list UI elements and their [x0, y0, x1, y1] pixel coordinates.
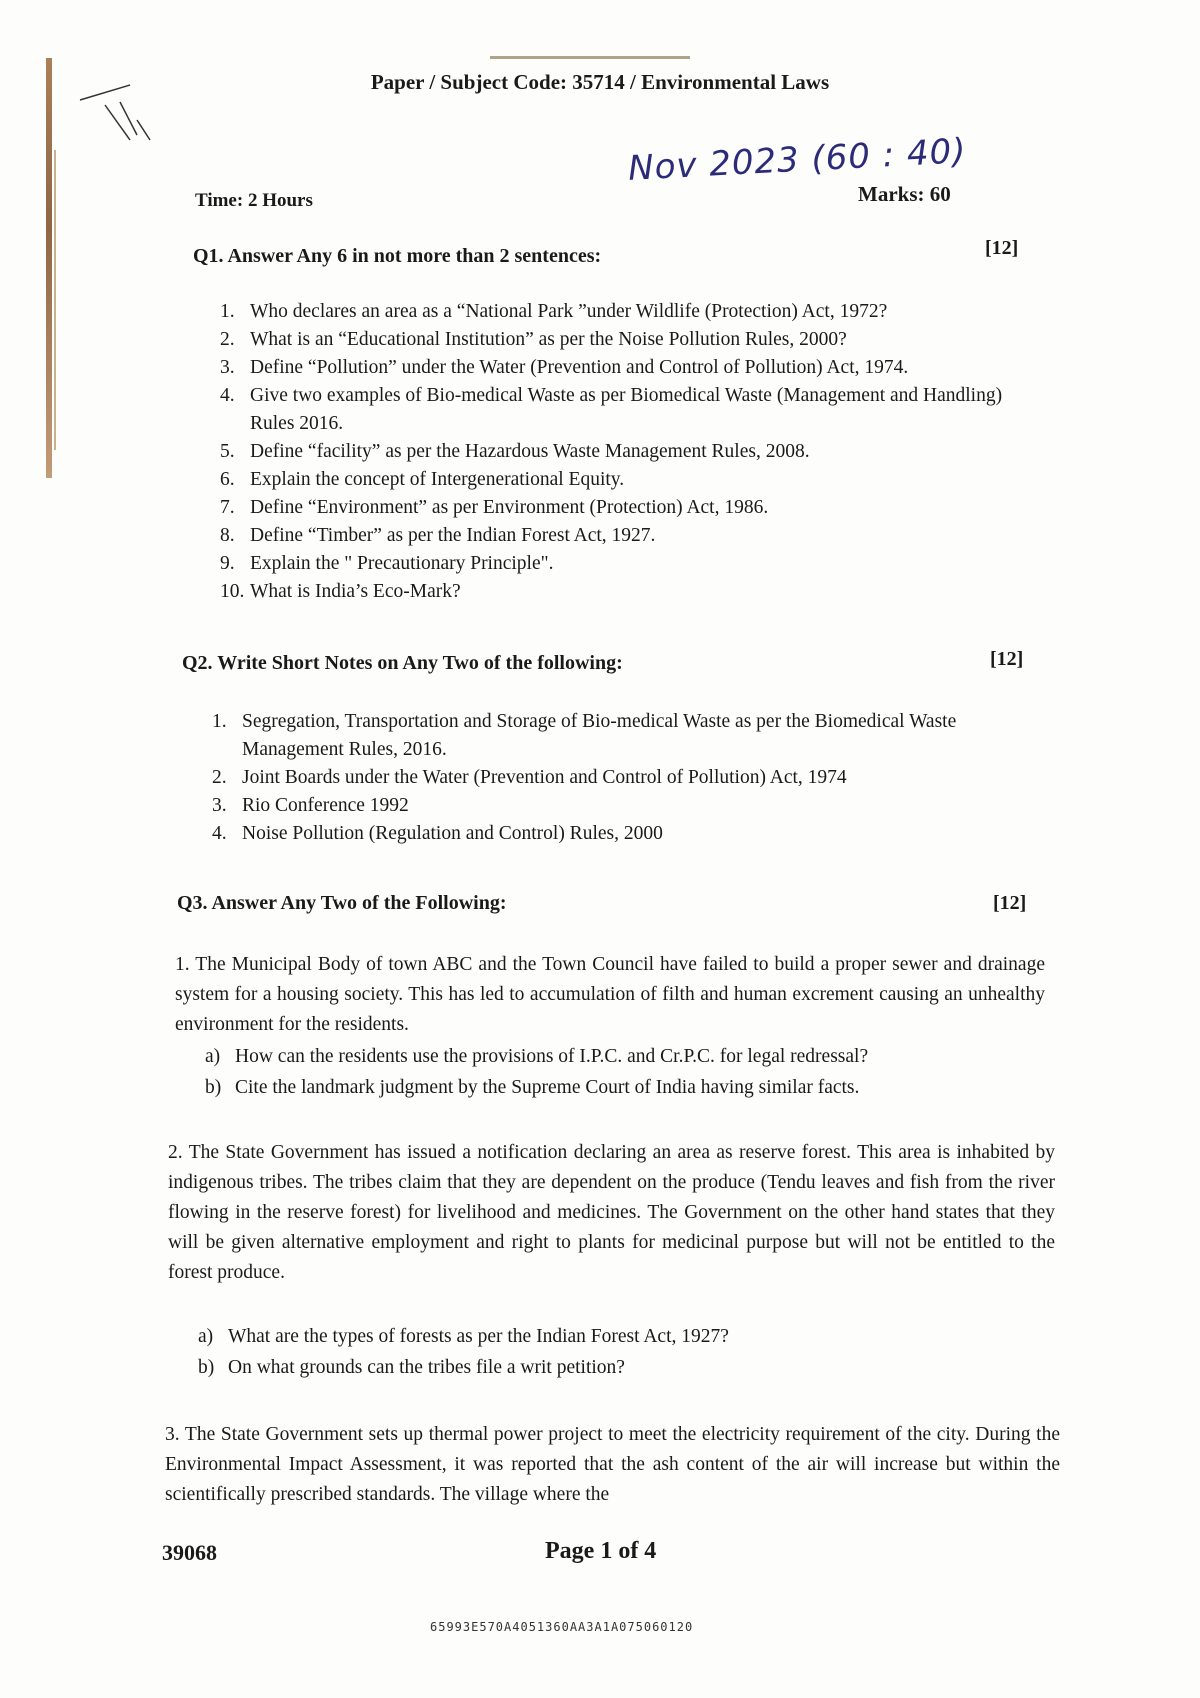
list-item: 7. Define “Environment” as per Environment (Protection) Act, 1986.: [220, 497, 769, 518]
q3-heading: Q3. Answer Any Two of the Following:: [177, 892, 507, 914]
list-item: 5. Define “facility” as per the Hazardous Waste Management Rules, 2008.: [220, 441, 810, 462]
list-item: 10. What is India’s Eco-Mark?: [220, 581, 461, 602]
paper-code: 39068: [162, 1540, 217, 1565]
list-item: 3. Rio Conference 1992: [212, 795, 409, 816]
scan-edge-line: [54, 150, 56, 450]
q2-list: [212, 708, 1042, 848]
scan-edge-stain: [46, 58, 52, 478]
q1-list: [220, 298, 1040, 606]
list-item: 1. Who declares an area as a “National Park ”under Wildlife (Protection) Act, 1972?: [220, 301, 888, 322]
list-item: 2. Joint Boards under the Water (Prevention and Control of Pollution) Act, 1974: [212, 767, 847, 788]
q1-marks: [12]: [985, 237, 1019, 259]
q2-heading: Q2. Write Short Notes on Any Two of the following:: [182, 652, 623, 674]
case-3-text: 3. The State Government sets up thermal power project to meet the electricity requirement of the city. During the Environmental Impact Assessment, it was reported that the ash content of the air will increase but within the scientifically prescribed standards. The village where the: [165, 1424, 1060, 1505]
q2-marks: [12]: [990, 648, 1024, 670]
barcode-text: 65993E570A4051360AA3A1A075060120: [430, 1620, 694, 1634]
case-2-question-b: b) On what grounds can the tribes file a writ petition?: [198, 1357, 625, 1378]
list-item: 1. Segregation, Transportation and Storage of Bio-medical Waste as per the Biomedical Waste Management Rules, 2016.: [212, 711, 957, 760]
list-item: 6. Explain the concept of Intergenerational Equity.: [220, 469, 625, 490]
list-item: 8. Define “Timber” as per the Indian Forest Act, 1927.: [220, 525, 656, 546]
list-item: 4. Noise Pollution (Regulation and Control) Rules, 2000: [212, 823, 663, 844]
case-2-text: 2. The State Government has issued a notification declaring an area as reserve forest. This area is inhabited by indigenous tribes. The tribes claim that they are dependent on the produce (Tendu leaves and fish from the river flowing in the reserve forest) for livelihood and medicines. The Government on the other hand states that they will be given alternative employment and right to plants for medicinal purpose but will not be entitled to the forest produce.: [168, 1142, 1055, 1283]
list-item: 2. What is an “Educational Institution” as per the Noise Pollution Rules, 2000?: [220, 329, 847, 350]
handwritten-note: Nov 2023 (60 : 40): [627, 131, 968, 189]
page-number: Page 1 of 4: [545, 1538, 657, 1564]
q1-heading: Q1. Answer Any 6 in not more than 2 sentences:: [193, 245, 602, 267]
paper-title: Paper / Subject Code: 35714 / Environmental Laws: [370, 70, 830, 94]
list-item: 9. Explain the " Precautionary Principle".: [220, 553, 554, 574]
case-1-text: 1. The Municipal Body of town ABC and the Town Council have failed to build a proper sewer and drainage system for a housing society. This has led to accumulation of filth and human excrement causing an unhealthy environment for the residents.: [175, 954, 1045, 1035]
list-item: 4. Give two examples of Bio-medical Waste as per Biomedical Waste (Management and Handling) Rules 2016.: [220, 385, 1003, 434]
list-item: 3. Define “Pollution” under the Water (Prevention and Control of Pollution) Act, 1974.: [220, 357, 909, 378]
case-1-question-b: b) Cite the landmark judgment by the Supreme Court of India having similar facts.: [205, 1077, 860, 1098]
q3-marks: [12]: [993, 892, 1027, 914]
scan-top-mark: [490, 56, 690, 59]
case-1-question-a: a) How can the residents use the provisions of I.P.C. and Cr.P.C. for legal redressal?: [205, 1046, 869, 1067]
exam-marks: Marks: 60: [858, 182, 951, 206]
case-2-question-a: a) What are the types of forests as per the Indian Forest Act, 1927?: [198, 1326, 729, 1347]
exam-time: Time: 2 Hours: [195, 190, 313, 211]
